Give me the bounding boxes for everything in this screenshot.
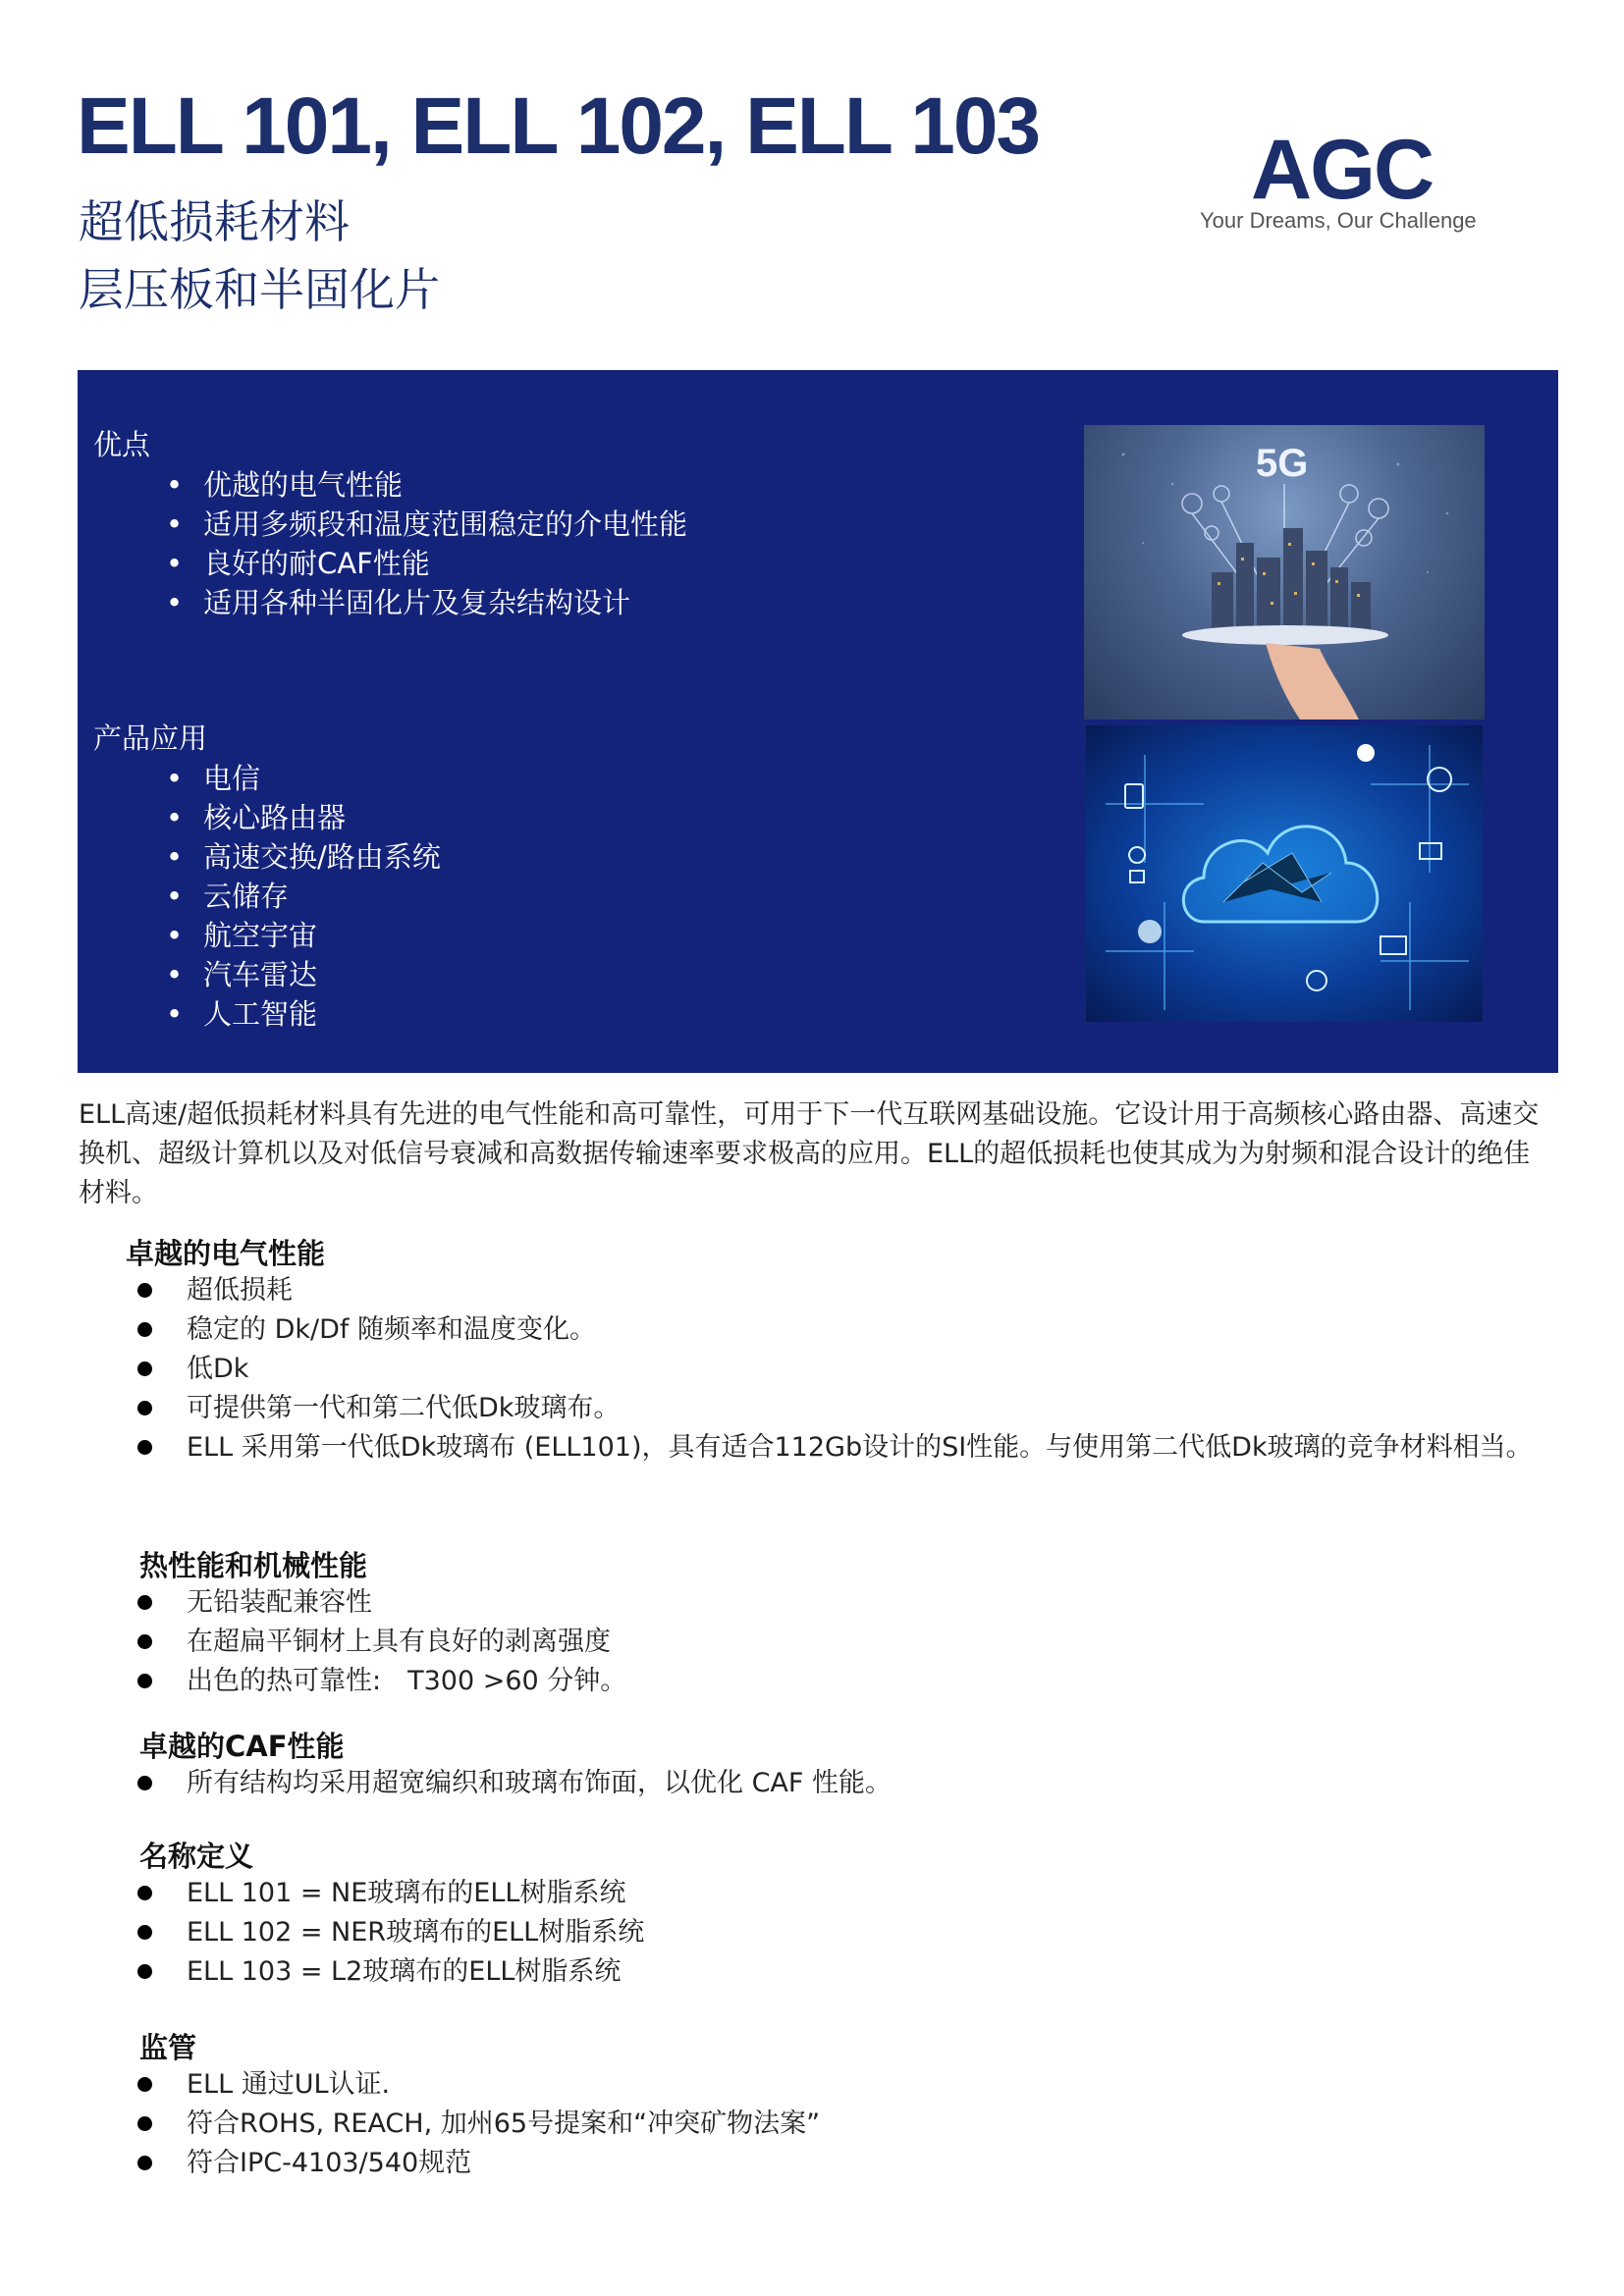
regulatory-item: 符合IPC-4103/540规范 <box>130 2144 1543 2183</box>
regulatory-item: 符合ROHS, REACH, 加州65号提案和“冲突矿物法案” <box>130 2105 1543 2144</box>
application-item: • 云储存 <box>146 877 441 916</box>
page-title: ELL 101, ELL 102, ELL 103 <box>77 81 1040 171</box>
5g-city-illustration <box>1084 425 1485 720</box>
page-subtitle-product: 层压板和半固化片 <box>79 263 440 316</box>
intro-paragraph: ELL高速/超低损耗材料具有先进的电气性能和高可靠性，可用于下一代互联网基础设施。它设计用于高频核心路由器、高速交换机、超级计算机以及对低信号衰减和高数据传输速率要求极高的应用。ELL的超低损耗也使其成为为射频和混合设计的绝佳材料。 <box>79 1099 1540 1208</box>
naming-item: ELL 102 = NER玻璃布的ELL树脂系统 <box>130 1913 1543 1952</box>
advantages-list <box>146 465 687 622</box>
advantage-item: • 适用各种半固化片及复杂结构设计 <box>146 583 687 622</box>
advantage-item: • 良好的耐CAF性能 <box>146 544 687 583</box>
logo-wordmark: AGC <box>1251 123 1434 217</box>
agc-logo <box>1200 123 1494 245</box>
page-subtitle-material: 超低损耗材料 <box>79 195 350 248</box>
naming-item: ELL 103 = L2玻璃布的ELL树脂系统 <box>130 1952 1543 1992</box>
thermal-item: 无铅装配兼容性 <box>130 1583 1543 1623</box>
application-item: • 航空宇宙 <box>146 916 441 955</box>
applications-list <box>146 759 441 1034</box>
electrical-heading: 卓越的电气性能 <box>126 1237 326 1270</box>
logo-tagline: Your Dreams, Our Challenge <box>1200 208 1477 233</box>
application-item: • 电信 <box>146 759 441 798</box>
electrical-item: 低Dk <box>130 1350 1543 1389</box>
thermal-item: 在超扁平铜材上具有良好的剥离强度 <box>130 1623 1543 1662</box>
application-item: • 高速交换/路由系统 <box>146 837 441 877</box>
cloud-network-image <box>1086 725 1483 1022</box>
advantage-item: • 适用多频段和温度范围稳定的介电性能 <box>146 505 687 544</box>
regulatory-item: ELL 通过UL认证. <box>130 2065 1543 2105</box>
thermal-heading: 热性能和机械性能 <box>139 1549 368 1582</box>
caf-item: 所有结构均采用超宽编织和玻璃布饰面，以优化 CAF 性能。 <box>130 1764 1543 1803</box>
application-item: • 汽车雷达 <box>146 955 441 994</box>
thermal-item: 出色的热可靠性: T300 >60 分钟。 <box>130 1662 1543 1701</box>
advantages-heading: 优点 <box>93 428 151 461</box>
electrical-item: 超低损耗 <box>130 1271 1543 1310</box>
caf-heading: 卓越的CAF性能 <box>139 1730 345 1763</box>
naming-heading: 名称定义 <box>139 1840 254 1873</box>
applications-heading: 产品应用 <box>93 721 208 755</box>
electrical-item: 可提供第一代和第二代低Dk玻璃布。 <box>130 1389 1543 1428</box>
advantage-item: • 优越的电气性能 <box>146 465 687 505</box>
feature-panel <box>78 370 1558 1073</box>
naming-list <box>130 1874 1543 1992</box>
regulatory-heading: 监管 <box>139 2031 197 2064</box>
regulatory-list <box>130 2065 1543 2183</box>
5g-city-image <box>1084 425 1485 720</box>
application-item: • 核心路由器 <box>146 798 441 837</box>
thermal-list <box>130 1583 1543 1701</box>
caf-list <box>130 1764 1543 1803</box>
5g-label: 5G <box>1256 442 1309 485</box>
electrical-item: ELL 采用第一代低Dk玻璃布 (ELL101)，具有适合112Gb设计的SI性能。与使用第二代低Dk玻璃的竞争材料相当。 <box>130 1428 1543 1468</box>
electrical-list <box>130 1271 1543 1468</box>
cloud-network-illustration <box>1086 725 1483 1022</box>
application-item: • 人工智能 <box>146 994 441 1034</box>
electrical-item: 稳定的 Dk/Df 随频率和温度变化。 <box>130 1310 1543 1350</box>
naming-item: ELL 101 = NE玻璃布的ELL树脂系统 <box>130 1874 1543 1913</box>
